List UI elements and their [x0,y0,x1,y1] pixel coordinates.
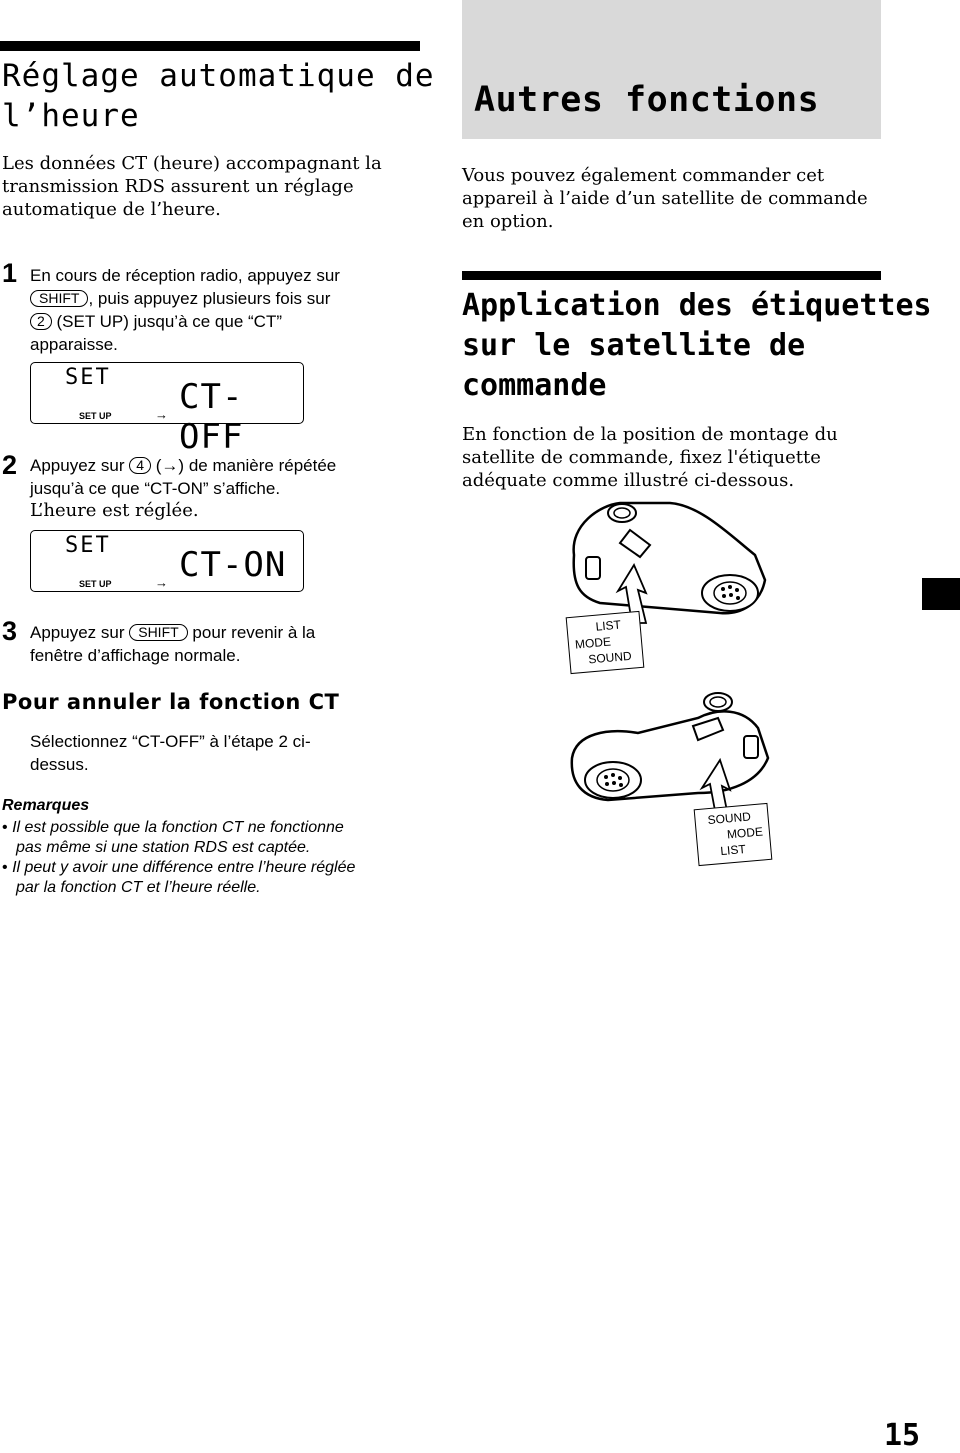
step-1-text [30,264,340,356]
shift-key: SHIFT [30,290,88,307]
remark-item [2,858,355,878]
remark-text: Il peut y avoir une différence entre l’heure réglée [12,859,356,876]
cancel-heading: Pour annuler la fonction CT [2,690,340,714]
left-title-line: Réglage automatique de [2,58,435,94]
remarks-title: Remarques [2,797,90,814]
remark-item [2,878,355,898]
left-intro [2,152,382,221]
remark-text: par la fonction CT et l’heure réelle. [16,879,261,896]
satellite-illustration-bottom [568,688,788,818]
step-3-line-text: pour revenir à la [187,623,316,642]
bullet-icon: • [2,819,8,836]
lcd-set-indicator: SET [65,533,111,558]
right-intro-line: Vous pouvez également commander cet [462,165,825,186]
intro-line: transmission RDS assurent un réglage [2,176,354,197]
left-title [2,56,435,136]
step-2-line-text: Appuyez sur [30,456,130,475]
lcd-set-indicator: SET [65,365,111,390]
step-2-result: L’heure est réglée. [30,500,199,521]
page-number: 15 [884,1418,921,1453]
step-1-line [30,287,340,310]
label-card-line: SOUND [707,809,752,828]
right-section-title [462,286,932,406]
step-2-text [30,454,336,500]
right-title-line: commande [462,368,607,403]
lcd-display-ct-on [30,530,304,592]
lcd-setup-label: SET UP [79,411,112,421]
lcd-arrow-icon: → [155,575,168,590]
step-2-line: jusqu’à ce que “CT-ON” s’affiche. [30,479,281,498]
lcd-setup-label: SET UP [79,579,112,589]
step-1-line: En cours de réception radio, appuyez sur [30,266,340,285]
label-card-line: MODE [574,634,612,652]
label-card-line: LIST [719,841,747,859]
intro-line: Les données CT (heure) accompagnant la [2,153,382,174]
band-title: Autres fonctions [474,80,820,120]
key-2: 2 [30,313,52,330]
right-title-line: sur le satellite de [462,328,806,363]
cancel-line: dessus. [30,755,89,774]
step-2-number: 2 [2,450,18,480]
lcd-main-text: CT-ON [179,545,287,585]
cancel-line: Sélectionnez “CT-OFF” à l’étape 2 ci- [30,732,311,751]
step-3-line: fenêtre d’affichage normale. [30,646,241,665]
label-card-sound-mode-list [694,803,773,866]
step-3-number: 3 [2,616,18,646]
label-card-list-mode-sound [566,611,645,674]
remarks-list [2,818,355,898]
remark-text: Il est possible que la fonction CT ne fonctionne [12,819,344,836]
step-3-text [30,621,315,667]
step-2-line-text: de manière répétée [184,456,337,475]
key-4: 4 [129,457,151,474]
label-card-line: MODE [726,824,764,842]
bullet-icon: • [2,859,8,876]
lcd-display-ct-off [30,362,304,457]
step-1-number: 1 [2,258,18,288]
right-section-line: satellite de commande, fixez l'étiquette [462,447,821,468]
shift-key: SHIFT [129,624,187,641]
label-card-line: SOUND [587,648,633,667]
right-section-text [462,423,838,492]
satellite-illustration-top [560,495,780,625]
lcd-arrow-icon: → [155,407,168,422]
right-title-line: Application des étiquettes [462,288,932,323]
step-2-line [30,454,336,477]
step-3-line-text: Appuyez sur [30,623,130,642]
right-section-line: adéquate comme illustré ci-dessous. [462,470,795,491]
left-title-line: l’heure [2,98,140,134]
step-1-line-text: , puis appuyez plusieurs fois sur [88,289,331,308]
remark-item [2,838,355,858]
right-intro-line: appareil à l’aide d’un satellite de commande [462,188,868,209]
right-section-rule [462,271,881,280]
step-1-line: apparaisse. [30,335,118,354]
intro-line: automatique de l’heure. [2,199,221,220]
lcd-main-text: CT-OFF [179,377,244,457]
right-intro [462,164,868,233]
chapter-tab-marker [922,578,960,610]
remark-item [2,818,355,838]
step-3-line [30,621,315,644]
right-section-line: En fonction de la position de montage du [462,424,838,445]
remark-text: pas même si une station RDS est captée. [16,839,311,856]
label-card-line: LIST [594,617,622,634]
step-1-line [30,310,340,333]
left-top-rule [0,41,420,51]
arrow-icon: (→) [155,456,185,475]
right-intro-line: en option. [462,211,554,232]
cancel-text [30,730,311,776]
step-1-line-text: (SET UP) jusqu’à ce que “CT” [51,312,283,331]
